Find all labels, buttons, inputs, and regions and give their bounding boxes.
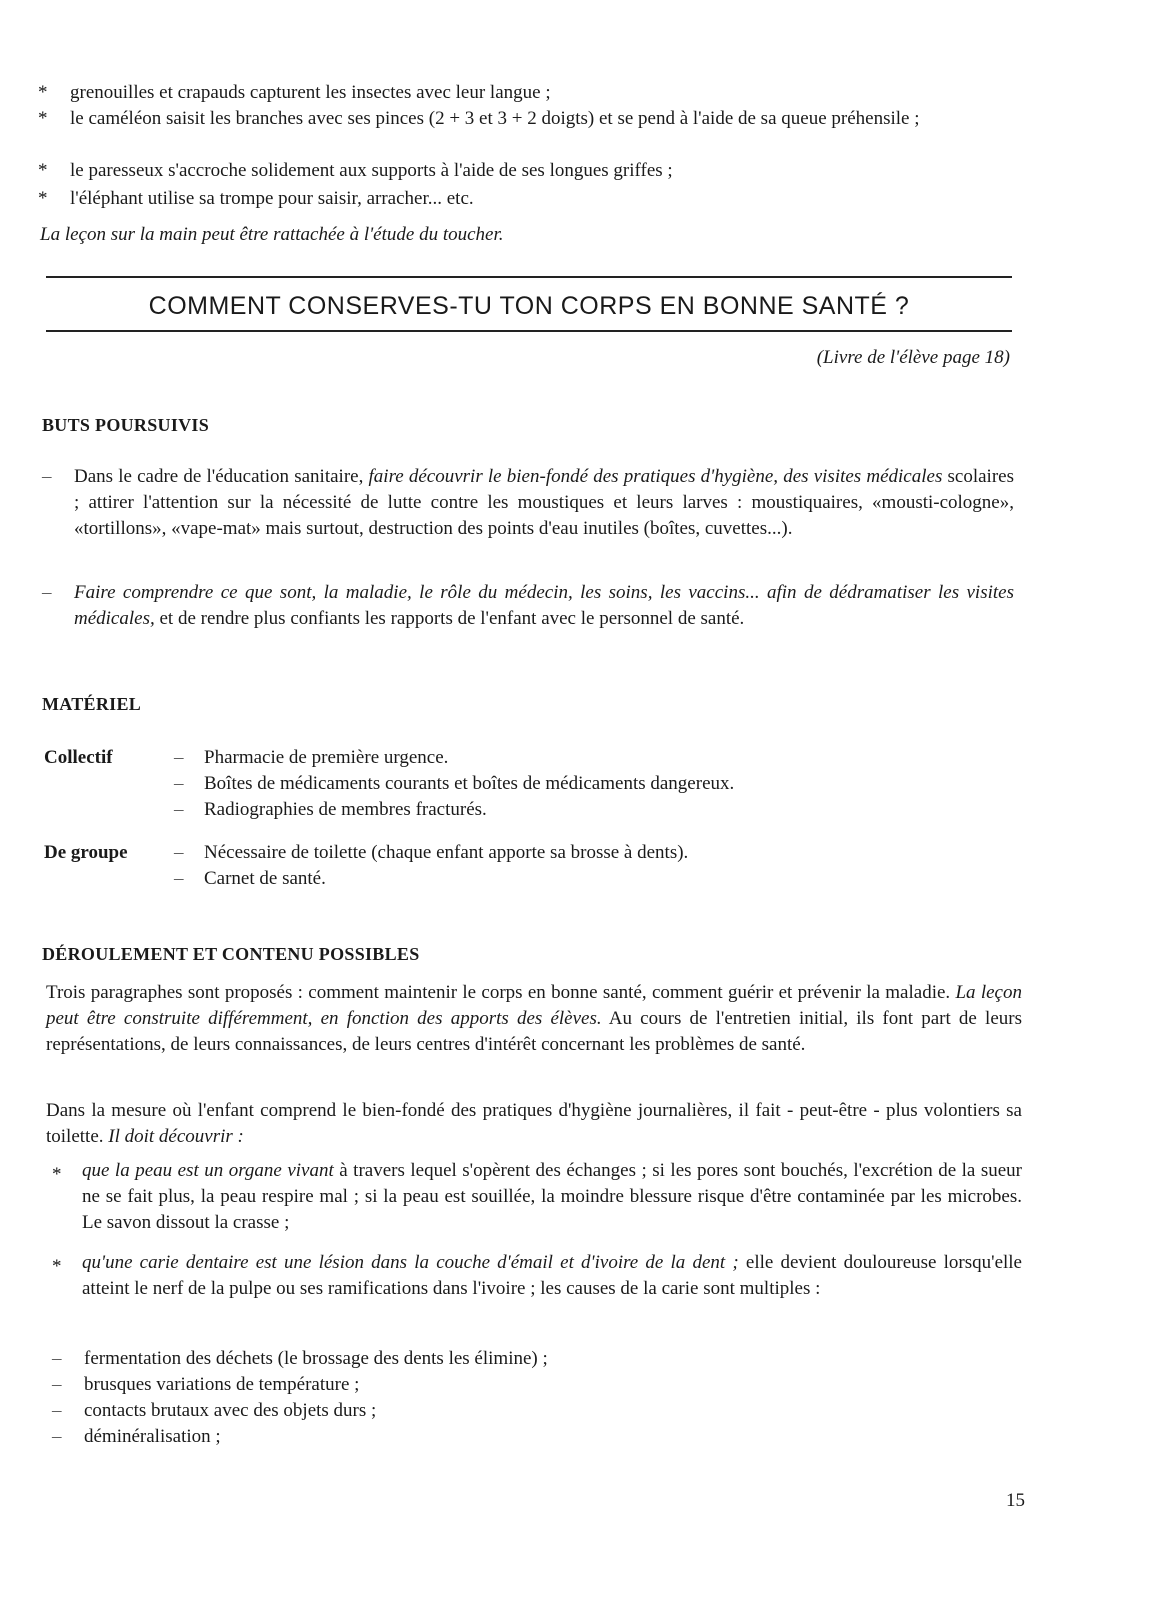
section-heading-materiel: MATÉRIEL [42,694,142,714]
cause-text: fermentation des déchets (le brossage des dents les élimine) ; [84,1348,548,1369]
page-number: 15 [1006,1490,1025,1511]
list-item [174,771,934,797]
star-marker: * [52,1164,62,1185]
emphasis-run: qu'une carie dentaire est une lésion dans la couche d'émail et d'ivoire de la dent ; [82,1252,739,1273]
materiel-list [174,840,934,892]
star-item-text [82,1158,1022,1236]
star-item [46,1250,1022,1302]
dash-marker: – [52,1426,62,1447]
section-heading-deroulement: DÉROULEMENT ET CONTENU POSSIBLES [42,944,420,964]
text-run: et de rendre plus confiants les rapports de l'enfant avec le personnel de santé. [154,608,745,629]
dash-marker: – [42,582,52,603]
text-run: à travers lequel s'opèrent des échanges ; si les pores sont bouchés, l'excrétion de la sueur ne se fait plus, la peau respire mal ; si la peau est souillée, la moindre blessure risque d'être contaminée par les microbes. Le savon dissout la crasse ; [82,1160,1022,1233]
materiel-label: Collectif [44,747,113,768]
paragraph [46,1098,1022,1150]
cause-text: brusques variations de température ; [84,1374,360,1395]
text-run: scolaires ; attirer l'attention sur la nécessité de lutte contre les moustiques et leurs larves : moustiquaires, «mousti-cologne», «tortillons», «vape-mat» mais surtout, destruction des points d'eau inutiles (boîtes, cuvettes...). [74,466,1014,539]
page-title: COMMENT CONSERVES-TU TON CORPS EN BONNE SANTÉ ? [148,292,910,320]
list-item-text: Nécessaire de toilette (chaque enfant apporte sa brosse à dents). [204,842,689,863]
intro-bullet [38,80,1018,106]
list-item [174,866,934,892]
intro-bullet [38,106,1018,132]
intro-bullet [38,158,1018,184]
buts-item-text [74,464,1014,542]
dash-marker: – [42,466,52,487]
cause-item [52,1346,752,1372]
emphasis-run: La leçon peut être construite différemment, en fonction des apports des élèves. [46,982,1022,1029]
title-rule-bottom [46,330,1012,332]
list-item [174,745,934,771]
intro-bullet [38,186,1018,212]
book-reference: (Livre de l'élève page 18) [816,347,1010,368]
list-item [174,797,934,823]
bullet-marker: * [38,188,48,209]
intro-note: La leçon sur la main peut être rattachée à l'étude du toucher. [40,224,504,245]
dash-marker: – [174,773,184,794]
dash-marker: – [52,1348,62,1369]
list-item-text: Boîtes de médicaments courants et boîtes de médicaments dangereux. [204,773,735,794]
text-run: Dans le cadre de l'éducation sanitaire, [74,466,369,487]
cause-text: contacts brutaux avec des objets durs ; [84,1400,377,1421]
text-run: Dans la mesure où l'enfant comprend le bien-fondé des pratiques d'hygiène journalières, il fait - peut-être - plus volontiers sa toilette. [46,1100,1022,1147]
bullet-text: le caméléon saisit les branches avec ses pinces (2 + 3 et 3 + 2 doigts) et se pend à l'aide de sa queue préhensile ; [70,108,920,129]
dash-marker: – [52,1400,62,1421]
cause-item [52,1398,752,1424]
emphasis-run: Il doit découvrir : [108,1126,244,1147]
buts-item-text [74,580,1014,632]
list-item-text: Carnet de santé. [204,868,326,889]
star-item-text [82,1250,1022,1302]
bullet-text: le paresseux s'accroche solidement aux supports à l'aide de ses longues griffes ; [70,160,673,181]
emphasis-run: que la peau est un organe vivant [82,1160,334,1181]
dash-marker: – [174,799,184,820]
list-item-text: Pharmacie de première urgence. [204,747,449,768]
materiel-label: De groupe [44,842,128,863]
list-item [174,840,934,866]
materiel-list [174,745,934,823]
bullet-text: l'éléphant utilise sa trompe pour saisir, arracher... etc. [70,188,474,209]
buts-item [42,464,1014,542]
list-item-text: Radiographies de membres fracturés. [204,799,487,820]
buts-item [42,580,1014,632]
section-heading-buts: BUTS POURSUIVIS [42,415,210,435]
cause-item [52,1372,752,1398]
title-rule-top [46,276,1012,278]
star-marker: * [52,1256,62,1277]
emphasis-run: Faire comprendre ce que sont, la maladie, le rôle du médecin, les soins, les vaccins... afin de dédramatiser les visites médicales, [74,582,1014,629]
cause-text: déminéralisation ; [84,1426,221,1447]
paragraph [46,980,1022,1058]
dash-marker: – [52,1374,62,1395]
bullet-marker: * [38,160,48,181]
emphasis-run: faire découvrir le bien-fondé des pratiques d'hygiène, des visites médicales [368,466,943,487]
dash-marker: – [174,868,184,889]
text-run: elle devient douloureuse lorsqu'elle atteint le nerf de la pulpe ou ses ramifications dans l'ivoire ; les causes de la carie sont multiples : [82,1252,1022,1299]
bullet-text: grenouilles et crapauds capturent les insectes avec leur langue ; [70,82,551,103]
dash-marker: – [174,747,184,768]
bullet-marker: * [38,82,48,103]
text-run: Trois paragraphes sont proposés : comment maintenir le corps en bonne santé, comment guérir et prévenir la maladie. [46,982,956,1003]
bullet-marker: * [38,108,48,129]
star-item [46,1158,1022,1236]
dash-marker: – [174,842,184,863]
cause-item [52,1424,752,1450]
text-run: Au cours de l'entretien initial, ils font part de leurs représentations, de leurs connaissances, de leurs centres d'intérêt concernant les problèmes de santé. [46,1008,1022,1055]
